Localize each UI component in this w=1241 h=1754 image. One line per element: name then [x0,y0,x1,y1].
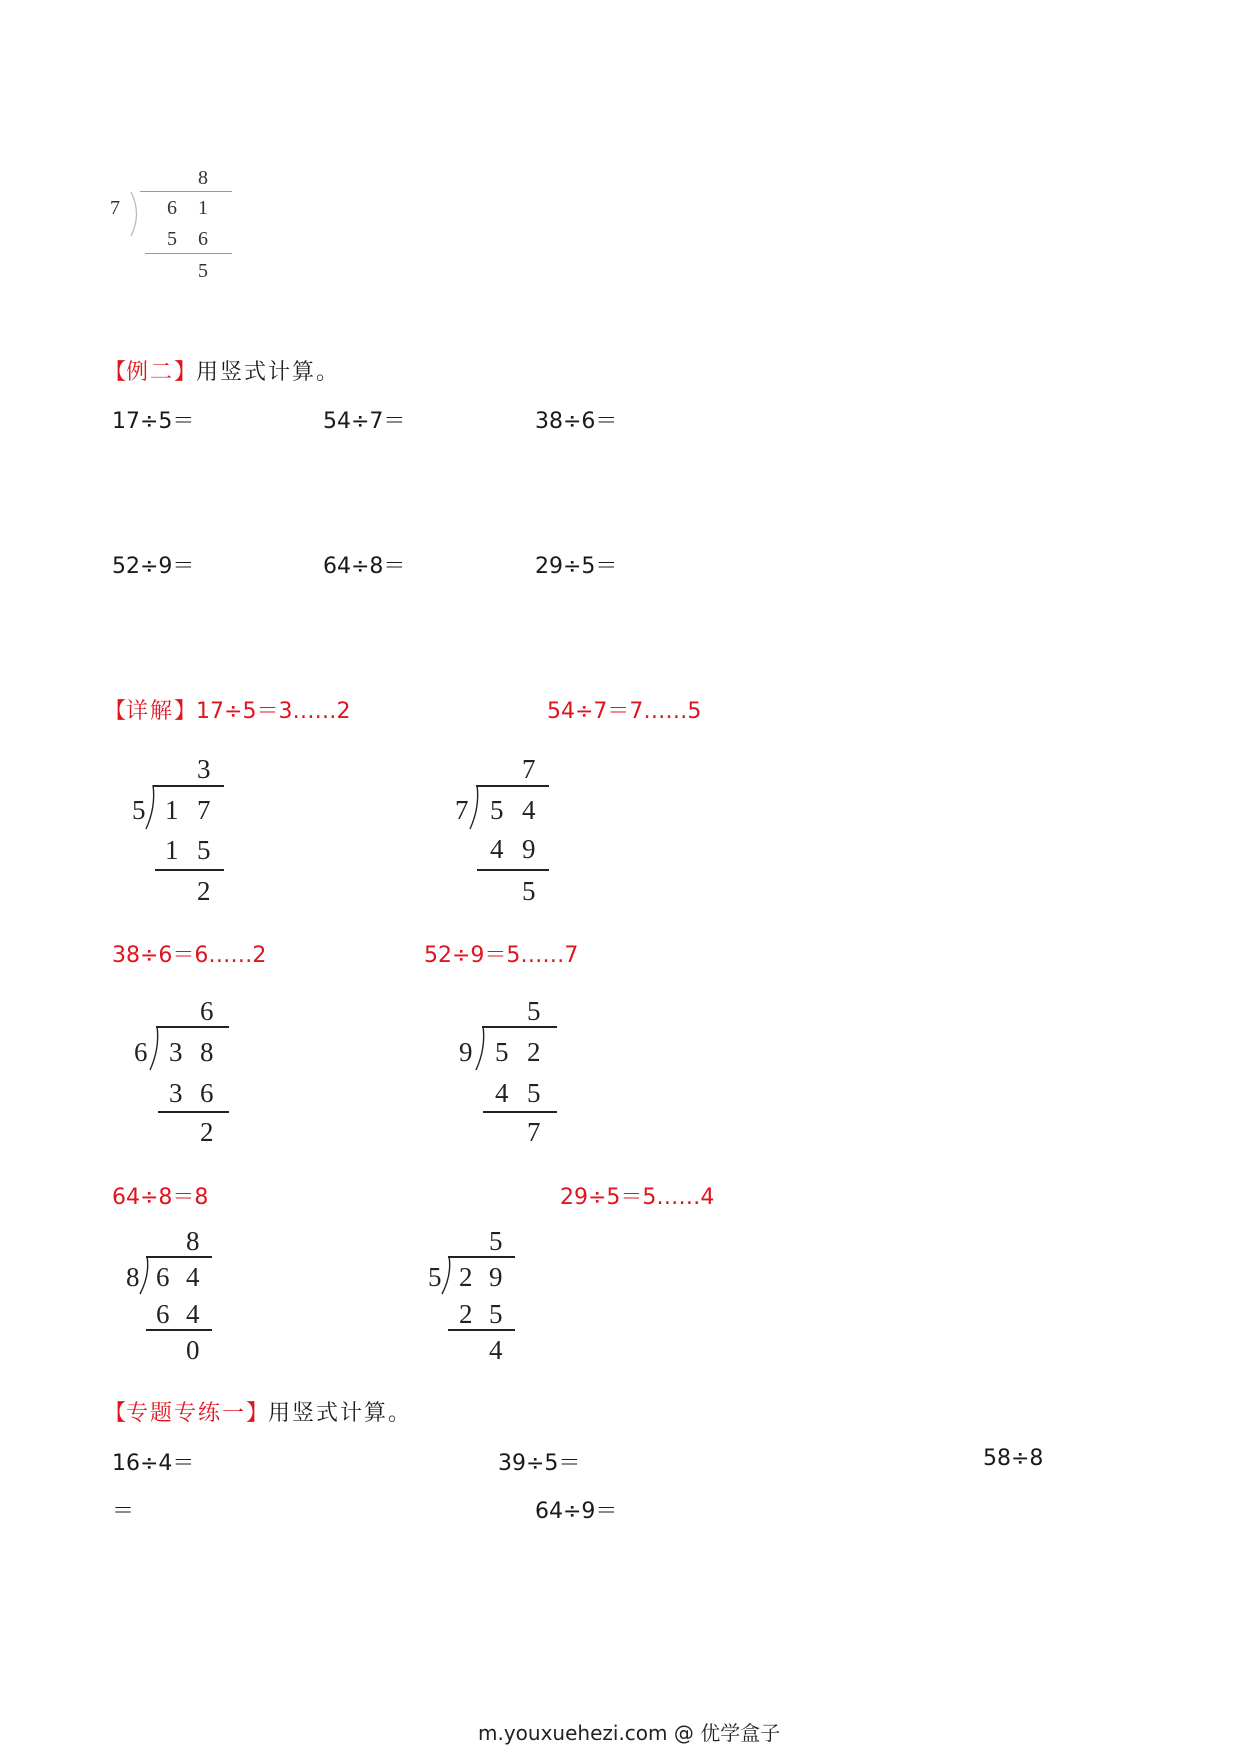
division-bracket [469,785,481,831]
dividend-digit: 1 [198,197,208,219]
long-division [122,1222,232,1372]
division-bracket [441,1256,453,1296]
dividend-digit: 1 [165,795,179,825]
quotient: 5 [527,996,541,1026]
answer: 29÷5＝5……4 [560,1185,715,1210]
product-digit: 5 [167,228,177,250]
heading-text: 用竖式计算。 [196,360,341,385]
long-division [125,752,235,912]
division-bar [448,1256,515,1258]
division-bracket [145,785,157,831]
answer: 54÷7＝7……5 [547,699,702,724]
dividend-digit: 4 [522,795,536,825]
dividend-digit: 2 [527,1037,541,1067]
divisor: 8 [126,1262,140,1292]
problem: 39÷5＝ [498,1451,581,1476]
dividend-digit: 6 [156,1262,170,1292]
division-bracket [475,1026,487,1072]
dividend-digit: 9 [489,1262,503,1292]
long-division [128,992,238,1152]
dividend-digit: 7 [197,795,211,825]
problem: 16÷4＝ [112,1451,195,1476]
heading-text: 用竖式计算。 [268,1401,413,1426]
divisor: 7 [110,197,120,219]
product-digit: 5 [527,1078,541,1108]
division-bar [140,191,232,192]
subtraction-bar [155,869,224,871]
divisor: 7 [455,795,469,825]
heading-bracket: 【 [104,699,127,724]
product-digit: 4 [495,1078,509,1108]
product-digit: 6 [200,1078,214,1108]
dividend-digit: 3 [169,1037,183,1067]
quotient: 8 [198,167,208,189]
divisor: 5 [428,1262,442,1292]
product-digit: 3 [169,1078,183,1108]
division-bar [476,785,549,787]
remainder: 5 [198,260,208,282]
footer-watermark: m.youxuehezi.com @ 优学盒子 [478,1721,781,1745]
answer: 52÷9＝5……7 [424,943,579,968]
heading-bracket: 】 [174,699,197,724]
division-bar [482,1026,557,1028]
heading-bracket: 】 [174,360,197,385]
dividend-digit: 5 [490,795,504,825]
product-digit: 6 [156,1299,170,1329]
practice1-heading [104,1396,412,1427]
quotient: 5 [489,1226,503,1256]
product-digit: 1 [165,835,179,865]
quotient: 6 [200,996,214,1026]
problem: 58÷8 [983,1446,1044,1471]
division-bracket [139,1256,151,1296]
remainder: 7 [527,1117,541,1147]
quotient: 3 [197,754,211,784]
dividend-digit: 5 [495,1037,509,1067]
remainder: 4 [489,1335,503,1365]
dividend-digit: 4 [186,1262,200,1292]
solution-label: 详解 [126,699,175,724]
answer: 64÷8＝8 [112,1185,209,1210]
remainder: 2 [200,1117,214,1147]
problem: 29÷5＝ [535,554,618,579]
remainder: 2 [197,876,211,906]
product-digit: 5 [197,835,211,865]
heading-bracket: 【 [104,1401,127,1426]
remainder: 0 [186,1335,200,1365]
heading-label: 专题专练一 [126,1401,247,1426]
dividend-digit: 6 [167,197,177,219]
division-bracket [149,1026,161,1072]
intro-long-division [100,160,240,290]
divisor: 9 [459,1037,473,1067]
division-bar [156,1026,229,1028]
problem: 54÷7＝ [323,409,406,434]
subtraction-bar [448,1329,515,1331]
subtraction-bar [146,1329,212,1331]
answer: 38÷6＝6……2 [112,943,267,968]
quotient: 7 [522,754,536,784]
answer: 17÷5＝3……2 [196,699,351,724]
long-division [458,992,568,1152]
solution-heading [104,694,350,725]
division-bar [146,1256,212,1258]
problem: 64÷9＝ [535,1499,618,1524]
problem-continued: ＝ [112,1499,135,1524]
quotient: 8 [186,1226,200,1256]
long-division [450,752,560,912]
subtraction-bar [483,1111,557,1113]
product-digit: 5 [489,1299,503,1329]
heading-bracket: 【 [104,360,127,385]
product-digit: 4 [186,1299,200,1329]
division-bar [153,785,224,787]
subtraction-bar [158,1111,229,1113]
divisor: 5 [132,795,146,825]
problem: 17÷5＝ [112,409,195,434]
dividend-digit: 2 [459,1262,473,1292]
division-bracket [128,192,142,242]
subtraction-bar [145,253,232,254]
product-digit: 4 [490,834,504,864]
product-digit: 6 [198,228,208,250]
heading-label: 例二 [126,360,175,385]
product-digit: 9 [522,834,536,864]
dividend-digit: 8 [200,1037,214,1067]
problem: 52÷9＝ [112,554,195,579]
heading-bracket: 】 [246,1401,269,1426]
problem: 38÷6＝ [535,409,618,434]
remainder: 5 [522,876,536,906]
example2-heading [104,355,340,386]
product-digit: 2 [459,1299,473,1329]
subtraction-bar [477,869,549,871]
problem: 64÷8＝ [323,554,406,579]
long-division [425,1222,535,1372]
divisor: 6 [134,1037,148,1067]
